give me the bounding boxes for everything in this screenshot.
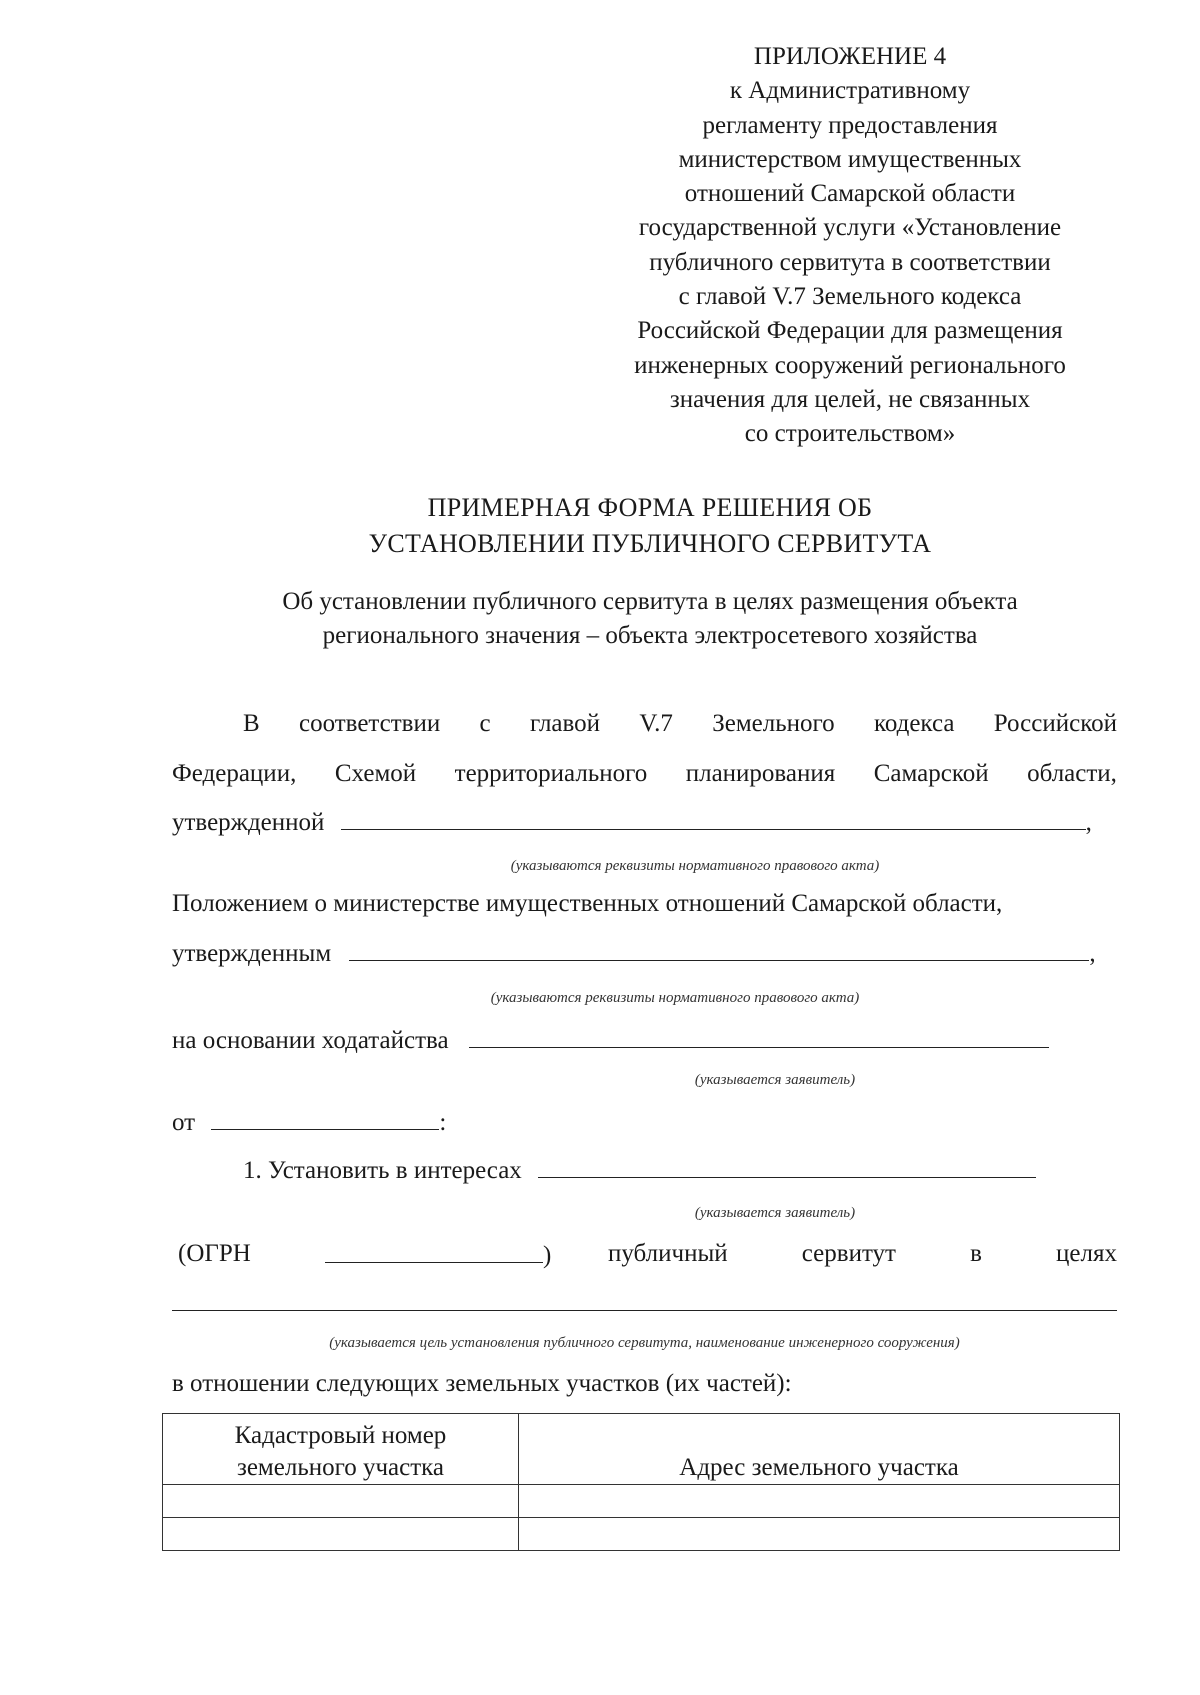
address-cell[interactable] bbox=[519, 1485, 1120, 1518]
appendix-line: с главой V.7 Земельного кодекса bbox=[678, 283, 1022, 311]
petition-row bbox=[172, 1025, 1117, 1055]
approved-row-2 bbox=[172, 938, 1117, 968]
word: Российской bbox=[993, 710, 1117, 737]
item1-row bbox=[243, 1155, 1117, 1185]
parcels-intro: в отношении следующих земельных участков (их частей): bbox=[172, 1370, 792, 1397]
appendix-line: регламенту предоставления bbox=[702, 111, 998, 139]
word: области, bbox=[1027, 760, 1117, 787]
ogrn-field[interactable] bbox=[325, 1240, 543, 1263]
document-title bbox=[100, 490, 1200, 562]
field-hint: (указывается заявитель) bbox=[694, 1205, 856, 1221]
petition-label: на основании ходатайства bbox=[172, 1027, 449, 1054]
close-paren: ) bbox=[543, 1242, 552, 1269]
colon: : bbox=[439, 1109, 447, 1136]
petition-date-field[interactable] bbox=[211, 1107, 439, 1130]
word: целях bbox=[1056, 1240, 1117, 1267]
paragraph-line bbox=[243, 710, 1117, 738]
table-header-row bbox=[163, 1414, 1120, 1485]
purpose-field[interactable] bbox=[172, 1310, 1117, 1311]
word: в bbox=[970, 1240, 982, 1267]
field-hint: (указывается цель установления публичного сервитута, наименование инженерного сооружения) bbox=[329, 1335, 960, 1351]
ogrn-tail bbox=[608, 1240, 1117, 1268]
appendix-line: государственной услуги «Установление bbox=[638, 214, 1062, 242]
word: Земельного bbox=[712, 710, 835, 737]
title-line: УСТАНОВЛЕНИИ ПУБЛИЧНОГО СЕРВИТУТА bbox=[368, 529, 932, 558]
appendix-line: инженерных сооружений регионального bbox=[634, 351, 1066, 379]
word: V.7 bbox=[639, 710, 673, 737]
ogrn-field-group bbox=[325, 1240, 551, 1270]
word: главой bbox=[529, 710, 601, 737]
comma: , bbox=[1085, 809, 1092, 836]
column-header-cadastral bbox=[163, 1414, 519, 1485]
word: Федерации, bbox=[172, 760, 297, 787]
item1-label: 1. Установить в интересах bbox=[243, 1157, 522, 1184]
petitioner-field[interactable] bbox=[469, 1025, 1049, 1048]
header-line: земельного участка bbox=[236, 1454, 445, 1481]
title-line: ПРИМЕРНАЯ ФОРМА РЕШЕНИЯ ОБ bbox=[427, 493, 873, 522]
appendix-line: Российской Федерации для размещения bbox=[637, 317, 1063, 345]
field-hint: (указываются реквизиты нормативного правового акта) bbox=[510, 858, 880, 874]
header-line: Кадастровый номер bbox=[234, 1422, 447, 1449]
from-label: от bbox=[172, 1109, 196, 1136]
subtitle-line: регионального значения – объекта электросетевого хозяйства bbox=[322, 622, 978, 649]
regulation-line: Положением о министерстве имущественных отношений Самарской области, bbox=[172, 890, 1003, 917]
word: соответствии bbox=[298, 710, 441, 737]
beneficiary-field[interactable] bbox=[538, 1155, 1036, 1178]
word: кодекса bbox=[873, 710, 955, 737]
word: публичный bbox=[608, 1240, 728, 1267]
table-row bbox=[163, 1485, 1120, 1518]
appendix-line: министерством имущественных bbox=[678, 145, 1022, 173]
approved-label: утвержденной bbox=[172, 809, 325, 836]
approved-label: утвержденным bbox=[172, 940, 332, 967]
word: с bbox=[479, 710, 491, 737]
from-row bbox=[172, 1107, 1117, 1137]
parcels-table bbox=[162, 1413, 1120, 1551]
word: Схемой bbox=[334, 760, 417, 787]
appendix-line: к Административному bbox=[729, 77, 971, 105]
cadastral-number-cell[interactable] bbox=[163, 1518, 519, 1551]
appendix-line: отношений Самарской области bbox=[684, 180, 1016, 208]
paragraph-line bbox=[172, 760, 1117, 788]
ogrn-label: (ОГРН bbox=[178, 1240, 251, 1267]
appendix-line: значения для целей, не связанных bbox=[669, 385, 1031, 413]
appendix-line: публичного сервитута в соответствии bbox=[649, 248, 1051, 276]
approval-act-field[interactable] bbox=[341, 807, 1086, 830]
appendix-header bbox=[580, 40, 1120, 452]
column-header-address: Адрес земельного участка bbox=[519, 1414, 1120, 1485]
word: планирования bbox=[685, 760, 836, 787]
comma: , bbox=[1089, 940, 1096, 967]
field-hint: (указываются реквизиты нормативного правового акта) bbox=[490, 990, 860, 1006]
table-row bbox=[163, 1518, 1120, 1551]
approved-row bbox=[172, 807, 1117, 837]
subtitle-line: Об установлении публичного сервитута в целях размещения объекта bbox=[282, 588, 1018, 615]
word: В bbox=[243, 710, 260, 737]
word: территориального bbox=[454, 760, 648, 787]
appendix-line: со строительством» bbox=[744, 420, 956, 448]
document-subtitle bbox=[150, 585, 1150, 653]
regulation-act-field[interactable] bbox=[349, 938, 1089, 961]
appendix-line: ПРИЛОЖЕНИЕ 4 bbox=[753, 43, 947, 70]
field-hint: (указывается заявитель) bbox=[694, 1072, 856, 1088]
word: сервитут bbox=[801, 1240, 896, 1267]
word: Самарской bbox=[873, 760, 989, 787]
cadastral-number-cell[interactable] bbox=[163, 1485, 519, 1518]
address-cell[interactable] bbox=[519, 1518, 1120, 1551]
